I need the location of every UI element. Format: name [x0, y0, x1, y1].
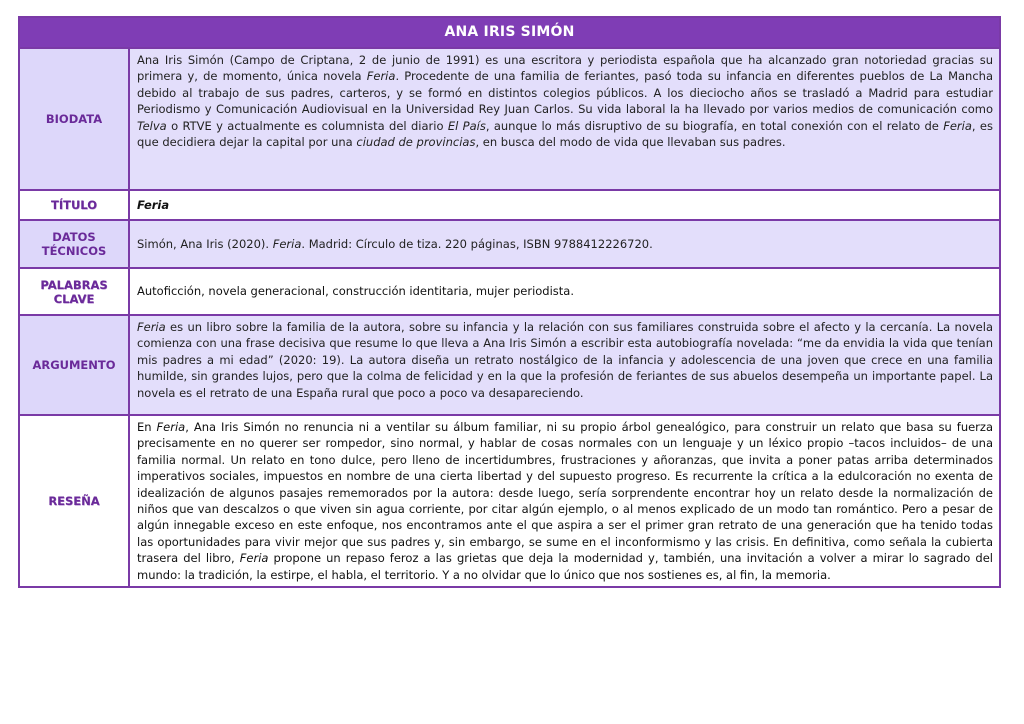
resena-label: RESEÑA [20, 416, 130, 586]
titulo-value: Feria [130, 191, 999, 219]
sheet-title: ANA IRIS SIMÓN [20, 18, 999, 49]
datos-text: Simón, Ana Iris (2020). Feria. Madrid: Círculo de tiza. 220 páginas, ISBN 9788412226720. [130, 221, 999, 267]
biodata-text: Ana Iris Simón (Campo de Criptana, 2 de junio de 1991) es una escritora y periodista española que ha alcanzado gran notoriedad gracias su primera y, de momento, única novela Feria. Procedente de una familia de feriantes, pasó toda su infancia en diferentes pueblos de La Mancha debido al trabajo de sus padres, carteros, y se formó en distintos colegios públicos. A los dieciocho años se trasladó a Madrid para estudiar Periodismo y Comunicación Audiovisual en la Universidad Rey Juan Carlos. Su vida laboral la ha llevado por varios medios de comunicación como Telva o RTVE y actualmente es columnista del diario El País, aunque lo más disruptivo de su biografía, en total conexión con el relato de Feria, es que decidiera dejar la capital por una ciudad de provincias, en busca del modo de vida que llevaban sus padres. [130, 49, 999, 189]
resena-text: En Feria, Ana Iris Simón no renuncia ni a ventilar su álbum familiar, ni su propio árbol genealógico, para construir un relato que basa su fuerza precisamente en no querer ser rompedor, sino normal, y hablar de cosas normales con un lenguaje y un léxico propio –tacos incluidos– de una familia normal. Un relato en tono dulce, pero lleno de incertidumbres, frustraciones y añoranzas, que invita a poner patas arriba determinados imperativos sociales, impuestos en nombre de una cierta libertad y del supuesto progreso. Es recurrente la crítica a la edulcoración no exenta de idealización de algunos pasajes rememorados por la autora: desde luego, sería sorprendente encontrar hoy un relato desde la normalización de niños que van descalzos o que viven sin agua corriente, por citar algún ejemplo, o al menos explicado de un modo tan romántico. Pero a pesar de algún innegable exceso en este enfoque, nos encontramos ante el que aspira a ser el primer gran retrato de una generación que ha tenido todas las oportunidades para vivir mejor que sus padres y, sin embargo, se sume en el inconformismo y las crisis. En definitiva, como señala la cubierta trasera del libro, Feria propone un repaso feroz a las grietas que deja la modernidad y, también, una invitación a volver a mirar lo sagrado del mundo: la tradición, la estirpe, el habla, el territorio. Y a no olvidar que lo único que nos sostienes es, al fin, la memoria. [130, 416, 999, 586]
argumento-label: ARGUMENTO [20, 316, 130, 414]
titulo-label: TÍTULO [20, 191, 130, 219]
titulo-row [20, 191, 999, 221]
review-sheet [18, 16, 1001, 588]
palabras-text: Autoficción, novela generacional, construcción identitaria, mujer periodista. [130, 269, 999, 314]
datos-row [20, 221, 999, 269]
palabras-label: PALABRAS CLAVE [20, 269, 130, 314]
resena-row [20, 416, 999, 586]
palabras-row [20, 269, 999, 316]
argumento-row [20, 316, 999, 416]
datos-label: DATOS TÉCNICOS [20, 221, 130, 267]
argumento-text: Feria es un libro sobre la familia de la autora, sobre su infancia y la relación con sus familiares construida sobre el afecto y la cercanía. La novela comienza con una frase decisiva que resume lo que lleva a Ana Iris Simón a escribir esta autobiografía novelada: “me da envidia la vida que tenían mis padres a mi edad” (2020: 19). La autora diseña un retrato nostálgico de la infancia y adolescencia de una joven que crece en una familia humilde, sin grandes lujos, pero que la colma de felicidad y en la que la profesión de feriantes de sus abuelos desempeña un importante papel. La novela es el retrato de una España rural que poco a poco va desapareciendo. [130, 316, 999, 414]
biodata-row [20, 49, 999, 191]
biodata-label: BIODATA [20, 49, 130, 189]
